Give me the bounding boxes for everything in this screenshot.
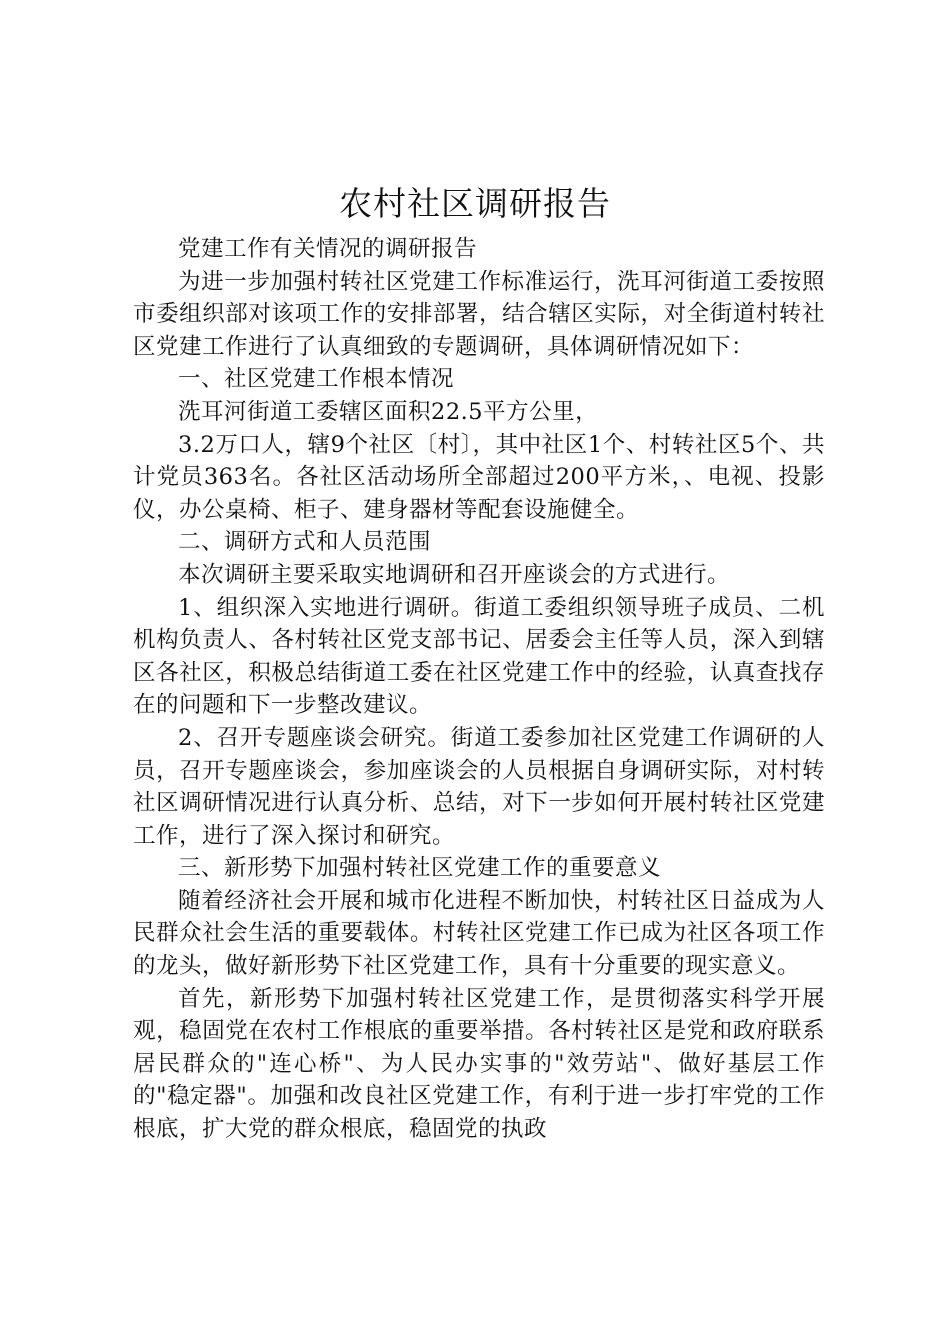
section-heading-3: 三、新形势下加强村转社区党建工作的重要意义 — [178, 855, 662, 882]
paragraph-subtitle: 党建工作有关情况的调研报告 — [178, 236, 478, 262]
section-heading-2: 二、调研方式和人员范围 — [178, 529, 432, 556]
document-body — [133, 233, 825, 1146]
paragraph-population: 3.2万口人，辖9个社区〔村〕，其中社区1个、村转社区5个、共计党员363名。各社区活动场所全部超过200平方米，、电视、投影仪，办公桌椅、柜子、建身器材等配套设施健全。 — [133, 431, 825, 523]
paragraph-intro: 为进一步加强村转社区党建工作标准运行，洗耳河街道工委按照市委组织部对该项工作的安排部署，结合辖区实际，对全街道村转社区党建工作进行了认真细致的专题调研，具体调研情况如下： — [133, 268, 825, 360]
paragraph-field-research: 1、组织深入实地进行调研。街道工委组织领导班子成员、二机机构负责人、各村转社区党支部书记、居委会主任等人员，深入到辖区各社区，积极总结街道工委在社区党建工作中的经验，认真查找存在的问题和下一步整改建议。 — [133, 594, 825, 719]
paragraph-area: 洗耳河街道工委辖区面积22.5平方公里， — [178, 398, 599, 425]
paragraph-symposium: 2、召开专题座谈会研究。街道工委参加社区党建工作调研的人员，召开专题座谈会，参加座谈会的人员根据自身调研实际，对村转社区调研情况进行认真分析、总结，对下一步如何开展村转社区党建工作，进行了深入探讨和研究。 — [133, 724, 825, 849]
document-title: 农村社区调研报告 — [339, 184, 611, 223]
paragraph-first-point: 首先，新形势下加强村转社区党建工作，是贯彻落实科学开展观，稳固党在农村工作根底的重要举措。各村转社区是党和政府联系居民群众的"连心桥"、为人民办实事的"效劳站"、做好基层工作的"稳定器"。加强和改良社区党建工作，有利于进一步打牢党的工作根底，扩大党的群众根底，稳固党的执政 — [133, 985, 825, 1143]
section-heading-1: 一、社区党建工作根本情况 — [178, 366, 455, 393]
paragraph-significance: 随着经济社会开展和城市化进程不断加快，村转社区日益成为人民群众社会生活的重要载体。村转社区党建工作已成为社区各项工作的龙头，做好新形势下社区党建工作，具有十分重要的现实意义。 — [133, 887, 825, 980]
paragraph-method: 本次调研主要采取实地调研和召开座谈会的方式进行。 — [178, 561, 731, 588]
